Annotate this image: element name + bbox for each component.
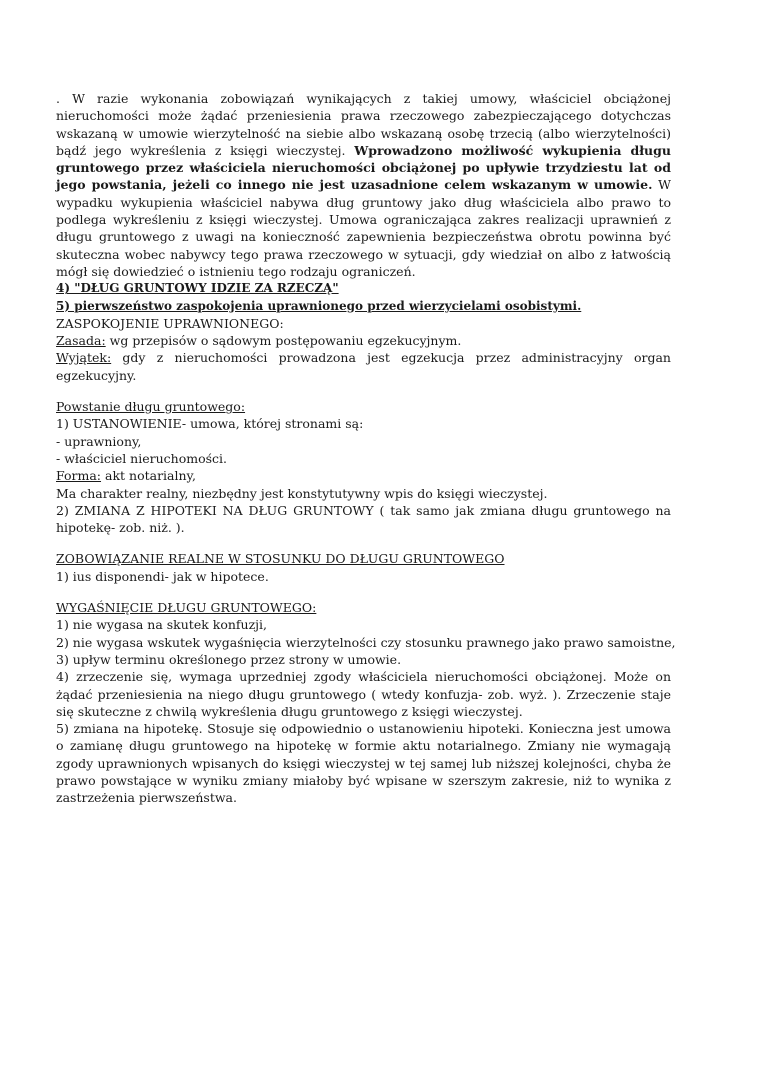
section-5-heading: 5) pierwszeństwo zaspokojenia uprawnionego przed wierzycielami osobistymi. [56,298,582,313]
powstanie-line-1: 1) USTANOWIENIE- umowa, której stronami są: [56,416,364,432]
powstanie-line-2: - uprawniony, [56,433,142,449]
powstanie-line-3: - właściciel nieruchomości. [56,450,227,466]
document-page [56,90,676,807]
intro-paragraph [56,90,671,280]
zobowiazanie-line-1: 1) ius disponendi- jak w hipotece. [56,568,269,584]
intro-text-2: W wypadku wykupienia właściciel nabywa dług gruntowy jako dług właściciela albo prawo to podlega wykreśleniu z księgi wieczystej. Umowa ograniczająca zakres realizacji uprawnień z długu gruntowego z uwagi na konieczność zapewnienia bezpieczeństwa obrotu powinna być skuteczna wobec nabywcy tego prawa rzeczowego w sytuacji, gdy wiedział on albo z łatwością mógł się dowiedzieć o istnieniu tego rodzaju ograniczeń. [56,177,671,279]
forma-line [56,467,671,484]
powstanie-line-5: Ma charakter realny, niezbędny jest konstytutywny wpis do księgi wieczystej. [56,485,548,501]
wygasniecie-heading: WYGAŚNIĘCIE DŁUGU GRUNTOWEGO: [56,600,317,616]
wygasniecie-line-2: 2) nie wygasa wskutek wygaśnięcia wierzytelności czy stosunku prawnego jako prawo samoistne, [56,634,676,650]
zasada-text: wg przepisów o sądowym postępowaniu egzekucyjnym. [105,333,462,349]
wygasniecie-line-1: 1) nie wygasa na skutek konfuzji, [56,617,268,633]
wygasniecie-line-5: 5) zmiana na hipotekę. Stosuje się odpowiednio o ustanowieniu hipoteki. Konieczna jest umowa o zamianę długu gruntowego na hipotekę w formie aktu notarialnego. Zmiany nie wymagają zgody uprawnionych wpisanych do księgi wieczystej w tej samej lub niższej kolejności, chyba że prawo powstające w wyniku zmiany miałoby być wpisane w szerszym zakresie, niż to wynika z zastrzeżenia pierwszeństwa. [56,721,671,806]
zobowiazanie-heading: ZOBOWIĄZANIE REALNE W STOSUNKU DO DŁUGU GRUNTOWEGO [56,551,505,567]
forma-label: Forma: [56,468,102,484]
intro-text-1: . W razie wykonania zobowiązań wynikających z takiej umowy, właściciel obciążonej nieruchomości może żądać przeniesienia prawa rzeczowego zabezpieczającego dotychczas wskazaną w umowie wierzytelność na siebie albo wskazaną osobę trzecią (albo wierzytelności) bądź jego wykreślenia z księgi wieczystej. [56,91,671,158]
zasada-line [56,332,671,349]
powstanie-line-6: 2) ZMIANA Z HIPOTEKI NA DŁUG GRUNTOWY ( tak samo jak zmiana długu gruntowego na hipotekę- zob. niż. ). [56,502,671,536]
wygasniecie-line-3: 3) upływ terminu określonego przez strony w umowie. [56,651,402,667]
wyjatek-line [56,349,671,384]
wyjatek-text: gdy z nieruchomości prowadzona jest egzekucja przez administracyjny organ egzekucyjny. [56,350,671,383]
intro-bold-text: Wprowadzono możliwość wykupienia długu gruntowego przez właściciela nieruchomości obciążonej po upływie trzydziestu lat od jego powstania, jeżeli co innego nie jest uzasadnione celem wskazanym w umowie. [56,142,671,193]
zaspokojenie-heading: ZASPOKOJENIE UPRAWNIONEGO: [56,315,284,331]
zasada-label: Zasada: [56,333,106,349]
powstanie-heading: Powstanie długu gruntowego: [56,399,246,415]
wygasniecie-line-4: 4) zrzeczenie się, wymaga uprzedniej zgody właściciela nieruchomości obciążonej. Może on żądać przeniesienia na niego długu gruntowego ( wtedy konfuzja- zob. wyż. ). Zrzeczenie staje się skuteczne z chwilą wykreślenia długu gruntowego z księgi wieczystej. [56,669,671,719]
forma-text: akt notarialny, [101,468,196,484]
wyjatek-label: Wyjątek: [56,350,112,366]
section-4-heading: 4) "DŁUG GRUNTOWY IDZIE ZA RZECZĄ" [56,281,339,296]
